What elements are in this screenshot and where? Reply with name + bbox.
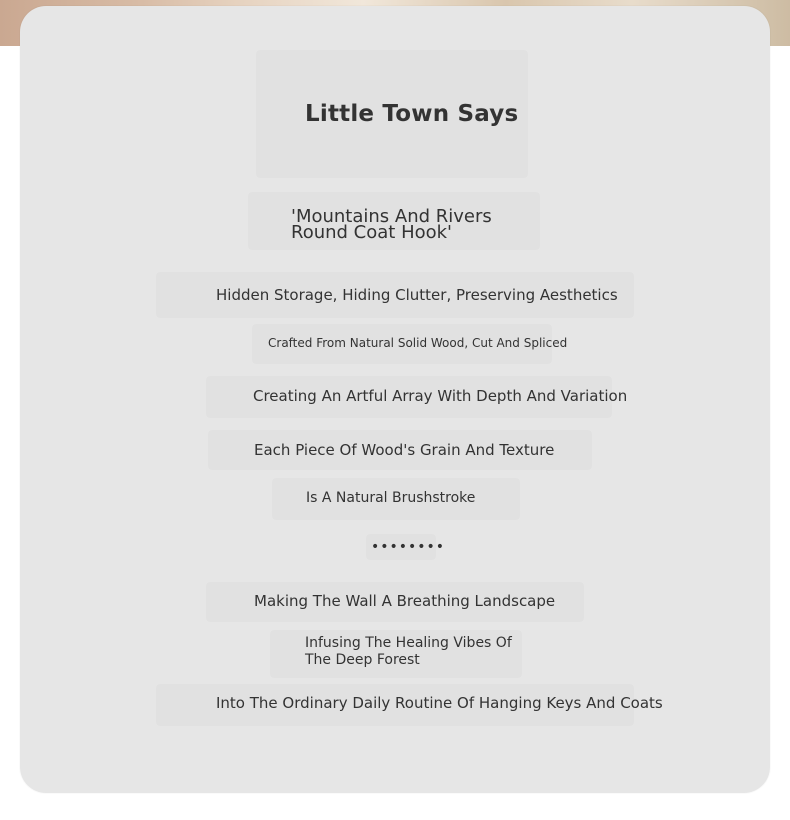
description-line: Creating An Artful Array With Depth And Variation [253,387,628,405]
description-line: Making The Wall A Breathing Landscape [254,592,556,610]
description-line: Infusing The Healing Vibes Of The Deep Forest [305,635,512,668]
description-line: Into The Ordinary Daily Routine Of Hanging Keys And Coats [216,694,663,712]
description-line: Is A Natural Brushstroke [306,490,476,506]
description-line: Hidden Storage, Hiding Clutter, Preserving Aesthetics [216,286,618,304]
card-subtitle: 'Mountains And Rivers Round Coat Hook' [291,206,492,243]
card-title: Little Town Says [305,101,519,127]
description-line: Crafted From Natural Solid Wood, Cut And Spliced [268,336,568,350]
divider-dots: •••••••• [371,539,446,555]
description-line: Each Piece Of Wood's Grain And Texture [254,441,555,459]
description-card [20,6,770,793]
